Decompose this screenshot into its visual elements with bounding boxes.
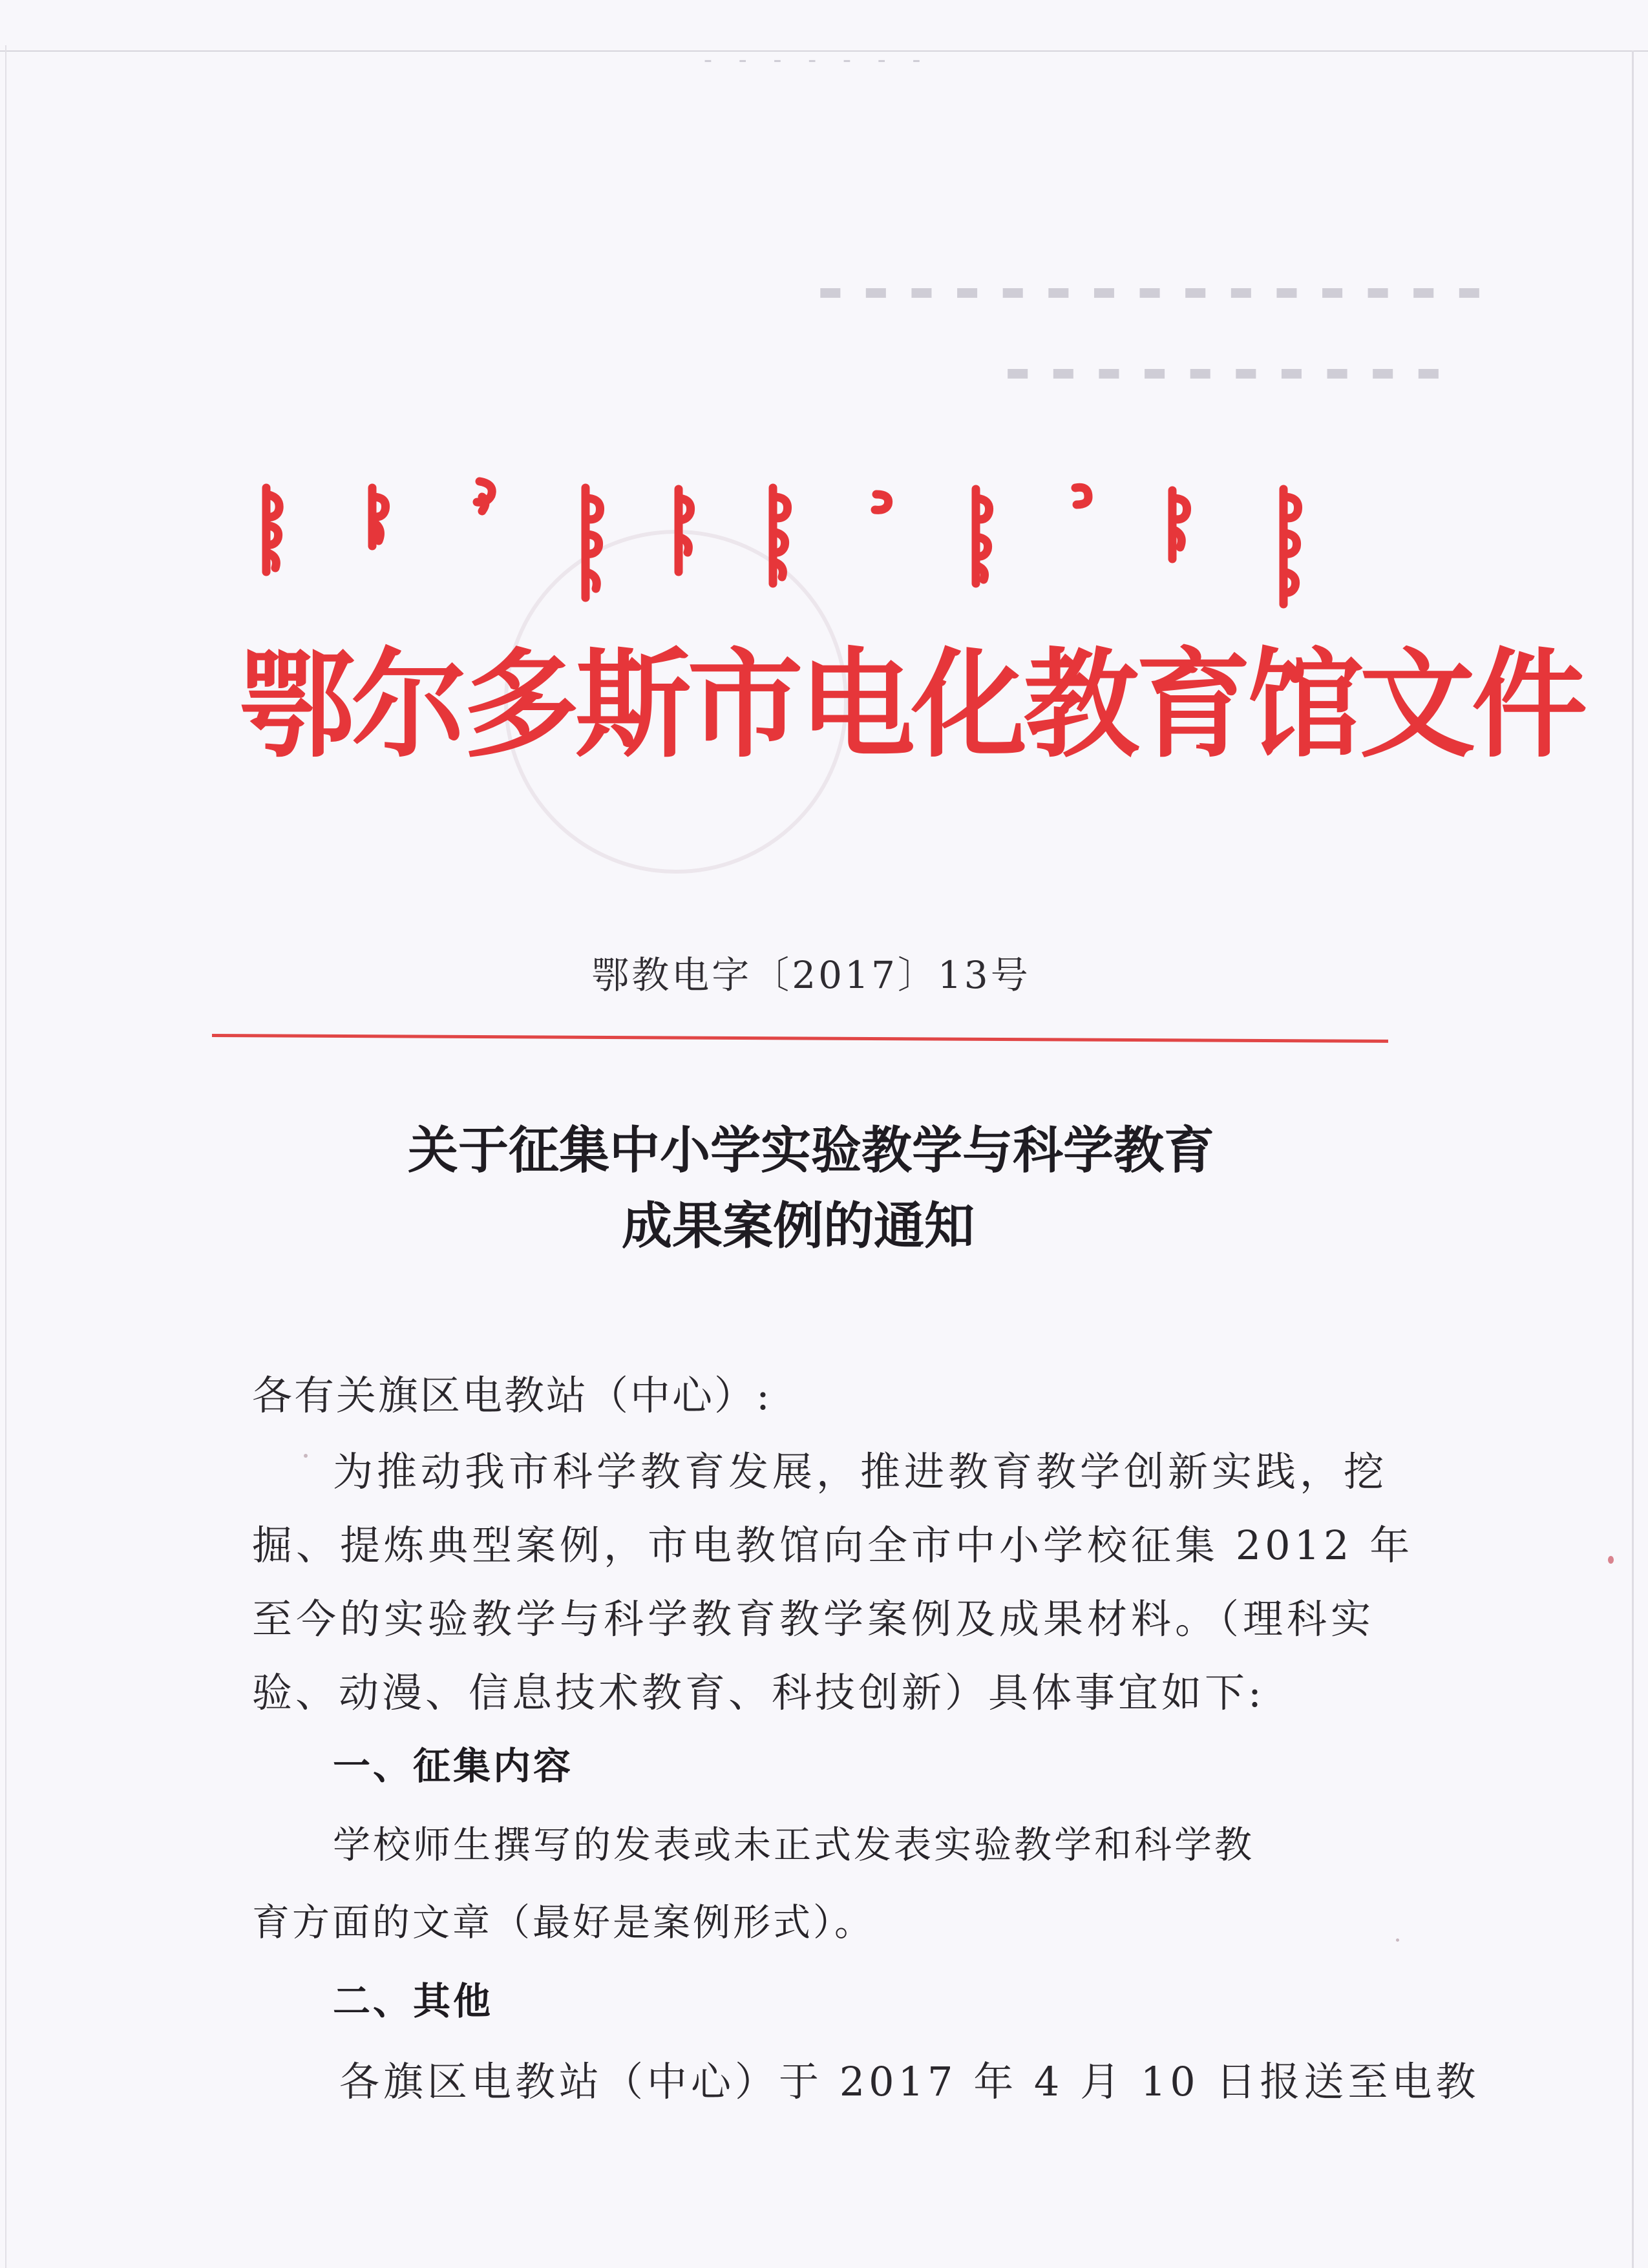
notice-title-line-2: 成果案例的通知 [621,1197,975,1255]
red-divider-line [212,1034,1388,1043]
paragraph-1-line-4: 验、动漫、信息技术教育、科技创新）具体事宜如下: [252,1669,1265,1716]
mongolian-script-graphic [252,475,1351,611]
paragraph-1-line-2: 掘、提炼典型案例，市电教馆向全市中小学校征集 2012 年 [252,1522,1414,1569]
bleed-through-mark: ▬ ▬ ▬ ▬ ▬ ▬ ▬ ▬ ▬ ▬ ▬ ▬ ▬ ▬ ▬ [818,271,1479,310]
scan-speck [1608,1556,1614,1564]
section-2-line-1: 各旗区电教站（中心）于 2017 年 4 月 10 日报送至电教 [339,2058,1480,2105]
section-1-heading: 一、征集内容 [333,1744,574,1788]
paragraph-1-line-3: 至今的实验教学与科学教育教学案例及成果材料。（理科实 [252,1595,1375,1643]
scan-speck [1396,1938,1399,1942]
bleed-through-mark: ▬ ▬ ▬ ▬ ▬ ▬ ▬ ▬ ▬ ▬ [1005,352,1439,391]
scan-speck [304,1454,308,1458]
document-number-text: 鄂教电字〔2017〕13号 [591,953,1031,997]
section-1-line-2: 育方面的文章（最好是案例形式）。 [252,1900,875,1944]
mongolian-header [252,475,1351,611]
section-1-line-1: 学校师生撰写的发表或未正式发表实验教学和科学教 [333,1823,1255,1867]
paragraph-1-line-1: 为推动我市科学教育发展，推进教育教学创新实践，挖 [333,1448,1388,1495]
section-2-heading: 二、其他 [333,1979,494,2023]
notice-title-line-1: 关于征集中小学实验教学与科学教育 [407,1121,1214,1180]
document-number [0,945,1648,999]
issuer-header-title: 鄂尔多斯市电化教育馆文件 [239,635,1584,773]
salutation: 各有关旗区电教站（中心）: [252,1372,772,1419]
bleed-through-mark: - - - - - - - [698,45,924,74]
